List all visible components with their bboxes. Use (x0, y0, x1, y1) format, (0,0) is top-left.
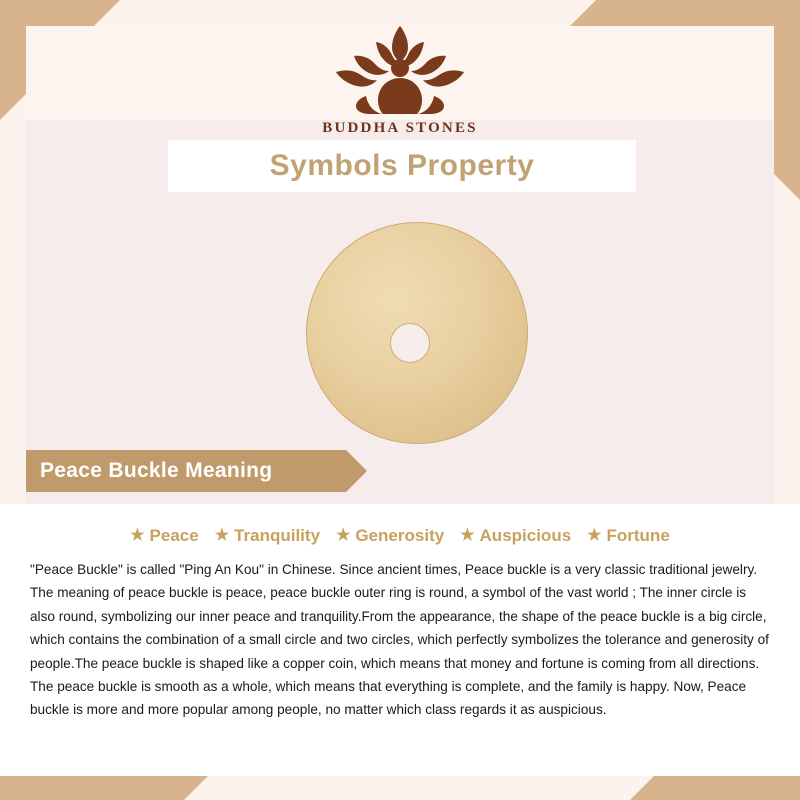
peace-buckle-disc (306, 222, 528, 444)
keyword-label: Generosity (355, 526, 445, 545)
keyword-item (215, 526, 320, 546)
star-icon: ★ (336, 527, 351, 544)
page-title: Symbols Property (269, 149, 535, 182)
brand-name: BUDDHA STONES (322, 120, 478, 136)
corner-decoration-bottom-left (0, 774, 210, 800)
keyword-list (0, 504, 800, 546)
keyword-label: Auspicious (479, 526, 572, 545)
lotus-meditation-icon (0, 20, 800, 116)
keyword-label: Tranquility (234, 526, 321, 545)
keyword-label: Peace (149, 526, 199, 545)
keyword-item (130, 526, 199, 546)
keyword-item (587, 526, 670, 546)
star-icon: ★ (214, 527, 230, 544)
disc-inner-hole (390, 323, 430, 363)
star-icon: ★ (130, 527, 145, 544)
content-panel (0, 504, 800, 776)
brand-block (0, 20, 800, 137)
keyword-label: Fortune (606, 526, 670, 545)
description-paragraph: "Peace Buckle" is called "Ping An Kou" in Chinese. Since ancient times, Peace buckle is a very classic traditional jewelry. The meaning of peace buckle is peace, peace buckle outer ring is round, a symbol of the vast world ; The inner circle is also round, symbolizing our inner peace and tranquility.From the appearance, the shape of the peace buckle is a big circle, which contains the combination of a small circle and two circles, which perfectly symbolizes the tolerance and generosity of people.The peace buckle is shaped like a copper coin, which means that money and fortune is coming from all directions. The peace buckle is smooth as a whole, which means that everything is complete, and the family is happy. Now, Peace buckle is more and more popular among people, no matter which class regards it as auspicious. (30, 562, 769, 718)
page-title-bar (168, 140, 636, 192)
corner-decoration-bottom-right (630, 774, 800, 800)
keyword-item (460, 526, 571, 546)
star-icon: ★ (460, 527, 475, 544)
section-ribbon (26, 450, 346, 492)
star-icon: ★ (587, 527, 602, 544)
section-ribbon-label: Peace Buckle Meaning (40, 459, 273, 482)
keyword-item (336, 526, 444, 546)
